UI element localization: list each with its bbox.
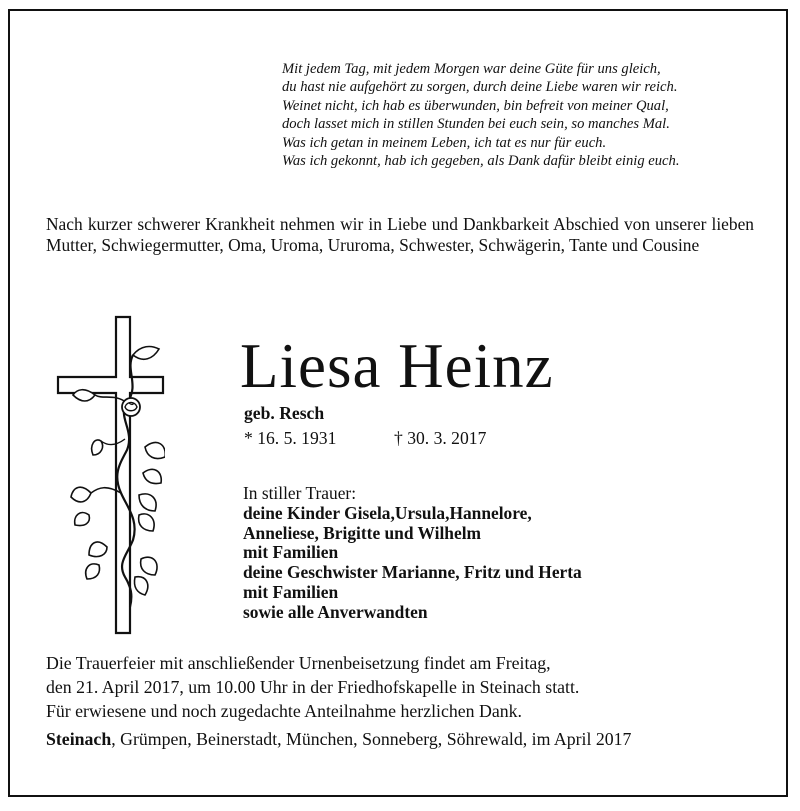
mourners-list (243, 504, 582, 623)
deceased-name: Liesa Heinz (240, 331, 554, 401)
poem-line: du hast nie aufgehört zu sorgen, durch deine Liebe waren wir reich. (282, 79, 678, 96)
mourner-line: sowie alle Anverwandten (243, 601, 428, 622)
poem-line: Was ich gekonnt, hab ich gegeben, als Dank dafür bleibt einig euch. (282, 153, 680, 170)
ceremony-line: den 21. April 2017, um 10.00 Uhr in der Friedhofskapelle in Steinach statt. (46, 677, 580, 698)
place-list: , Grümpen, Beinerstadt, München, Sonneberg, Söhrewald, im April 2017 (111, 728, 632, 749)
poem-line: Weinet nicht, ich hab es überwunden, bin befreit von meiner Qual, (282, 97, 669, 114)
place-date-line (46, 727, 631, 751)
cross-with-rose-icon (55, 315, 165, 635)
poem-line: doch lasset mich in stillen Stunden bei euch sein, so manches Mal. (282, 116, 670, 133)
ceremony-line: Die Trauerfeier mit anschließender Urnenbeisetzung findet am Freitag, (46, 653, 551, 673)
mourner-line: deine Kinder Gisela,Ursula,Hannelore, (243, 502, 532, 523)
intro-text: Nach kurzer schwerer Krankheit nehmen wir in Liebe und Dankbarkeit Abschied von unserer lieben Mutter, Schwiegermutter, Oma, Uroma, Ururoma, Schwester, Schwägerin, Tante und Cousine (46, 214, 754, 255)
place-name: Steinach (46, 728, 112, 749)
mourner-line: deine Geschwister Marianne, Fritz und Herta (243, 562, 582, 583)
mourner-line: mit Familien (243, 542, 339, 563)
mourning-heading: In stiller Trauer: (243, 483, 357, 503)
maiden-name: geb. Resch (244, 403, 325, 423)
mourning-block (243, 484, 582, 623)
death-date: † 30. 3. 2017 (394, 428, 487, 448)
mourner-line: Anneliese, Brigitte und Wilhelm (243, 522, 482, 543)
mourner-line: mit Familien (243, 581, 339, 602)
poem-line: Was ich getan in meinem Leben, ich tat es nur für euch. (282, 134, 607, 151)
thanks-line: Für erwiesene und noch zugedachte Anteilnahme herzlichen Dank. (46, 701, 522, 722)
ceremony-info (46, 651, 631, 751)
birth-date: * 16. 5. 1931 (244, 428, 337, 448)
life-dates (244, 427, 487, 449)
poem (282, 60, 679, 170)
poem-line: Mit jedem Tag, mit jedem Morgen war deine Güte für uns gleich, (282, 61, 661, 77)
